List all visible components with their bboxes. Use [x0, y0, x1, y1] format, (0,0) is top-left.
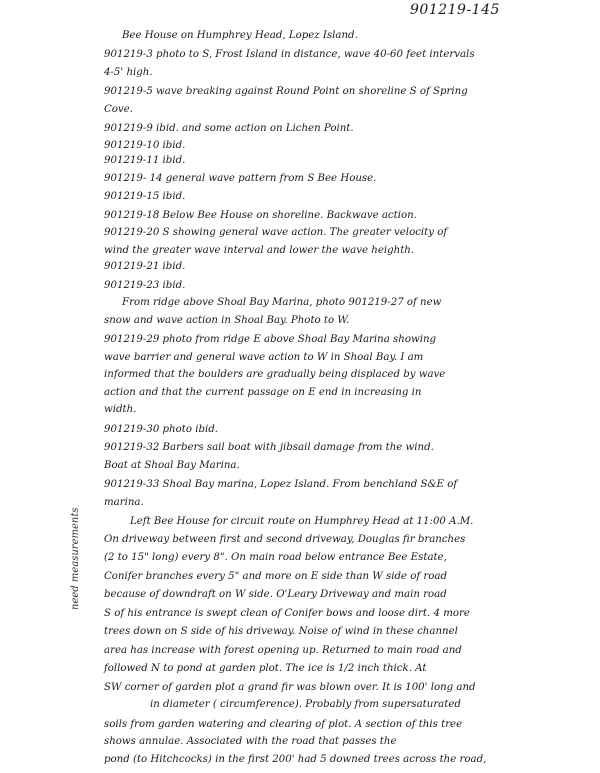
note-line: From ridge above Shoal Bay Marina, photo 901219-27 of new [122, 297, 442, 308]
note-line: in diameter ( circumference). Probably from supersaturated [150, 699, 461, 710]
note-line: trees down on S side of his driveway. Noise of wind in these channel [104, 626, 458, 637]
note-line: pond (to Hitchcocks) in the first 200' had 5 downed trees across the road, [104, 754, 487, 765]
note-line: area has increase with forest opening up. Returned to main road and [104, 645, 462, 656]
note-line: 901219-23 ibid. [104, 280, 186, 291]
note-line: shows annulae. Associated with the road that passes the [104, 736, 397, 747]
note-line: 901219-21 ibid. [104, 261, 186, 272]
note-line: width. [104, 404, 137, 415]
note-line: informed that the boulders are gradually being displaced by wave [104, 369, 446, 380]
note-line: 901219-29 photo from ridge E above Shoal Bay Marina showing [104, 334, 437, 345]
note-line: 901219-32 Barbers sail boat with jibsail damage from the wind. [104, 442, 434, 453]
note-line: 901219-20 S showing general wave action. The greater velocity of [104, 227, 448, 238]
note-line: Boat at Shoal Bay Marina. [104, 460, 240, 471]
note-line: snow and wave action in Shoal Bay. Photo to W. [104, 315, 350, 326]
note-line: action and that the current passage on E end in increasing in [104, 387, 422, 398]
note-line: Left Bee House for circuit route on Humphrey Head at 11:00 A.M. [130, 516, 474, 527]
note-line: 4-5' high. [104, 67, 153, 78]
margin-note: need measurements [70, 507, 81, 610]
note-line: 901219-30 photo ibid. [104, 424, 219, 435]
note-line: S of his entrance is swept clean of Conifer bows and loose dirt. 4 more [104, 608, 470, 619]
note-line: Conifer branches every 5" and more on E side than W side of road [104, 571, 447, 582]
note-line: followed N to pond at garden plot. The ice is 1/2 inch thick. At [104, 663, 427, 674]
note-line: 901219-18 Below Bee House on shoreline. Backwave action. [104, 210, 417, 221]
note-line: 901219-15 ibid. [104, 191, 186, 202]
note-line: 901219-11 ibid. [104, 155, 186, 166]
note-line: wave barrier and general wave action to W in Shoal Bay. I am [104, 352, 424, 363]
note-line: Bee House on Humphrey Head, Lopez Island. [122, 30, 358, 41]
page-id: 901219-145 [410, 2, 500, 18]
note-line: 901219-33 Shoal Bay marina, Lopez Island. From benchland S&E of [104, 479, 458, 490]
note-line: wind the greater wave interval and lower the wave heighth. [104, 245, 415, 256]
note-line: because of downdraft on W side. O'Leary Driveway and main road [104, 589, 447, 600]
note-line: Cove. [104, 104, 133, 115]
note-line: (2 to 15" long) every 8". On main road below entrance Bee Estate, [104, 552, 447, 563]
note-line: On driveway between first and second driveway, Douglas fir branches [104, 534, 466, 545]
note-line: 901219-5 wave breaking against Round Point on shoreline S of Spring [104, 86, 468, 97]
note-line: 901219-10 ibid. [104, 140, 186, 151]
note-line: soils from garden watering and clearing of plot. A section of this tree [104, 719, 463, 730]
note-line: 901219-3 photo to S, Frost Island in distance, wave 40-60 feet intervals [104, 49, 475, 60]
note-line: marina. [104, 497, 144, 508]
note-line: 901219-9 ibid. and some action on Lichen Point. [104, 123, 354, 134]
note-line: SW corner of garden plot a grand fir was blown over. It is 100' long and [104, 682, 476, 693]
note-line: 901219- 14 general wave pattern from S Bee House. [104, 173, 377, 184]
